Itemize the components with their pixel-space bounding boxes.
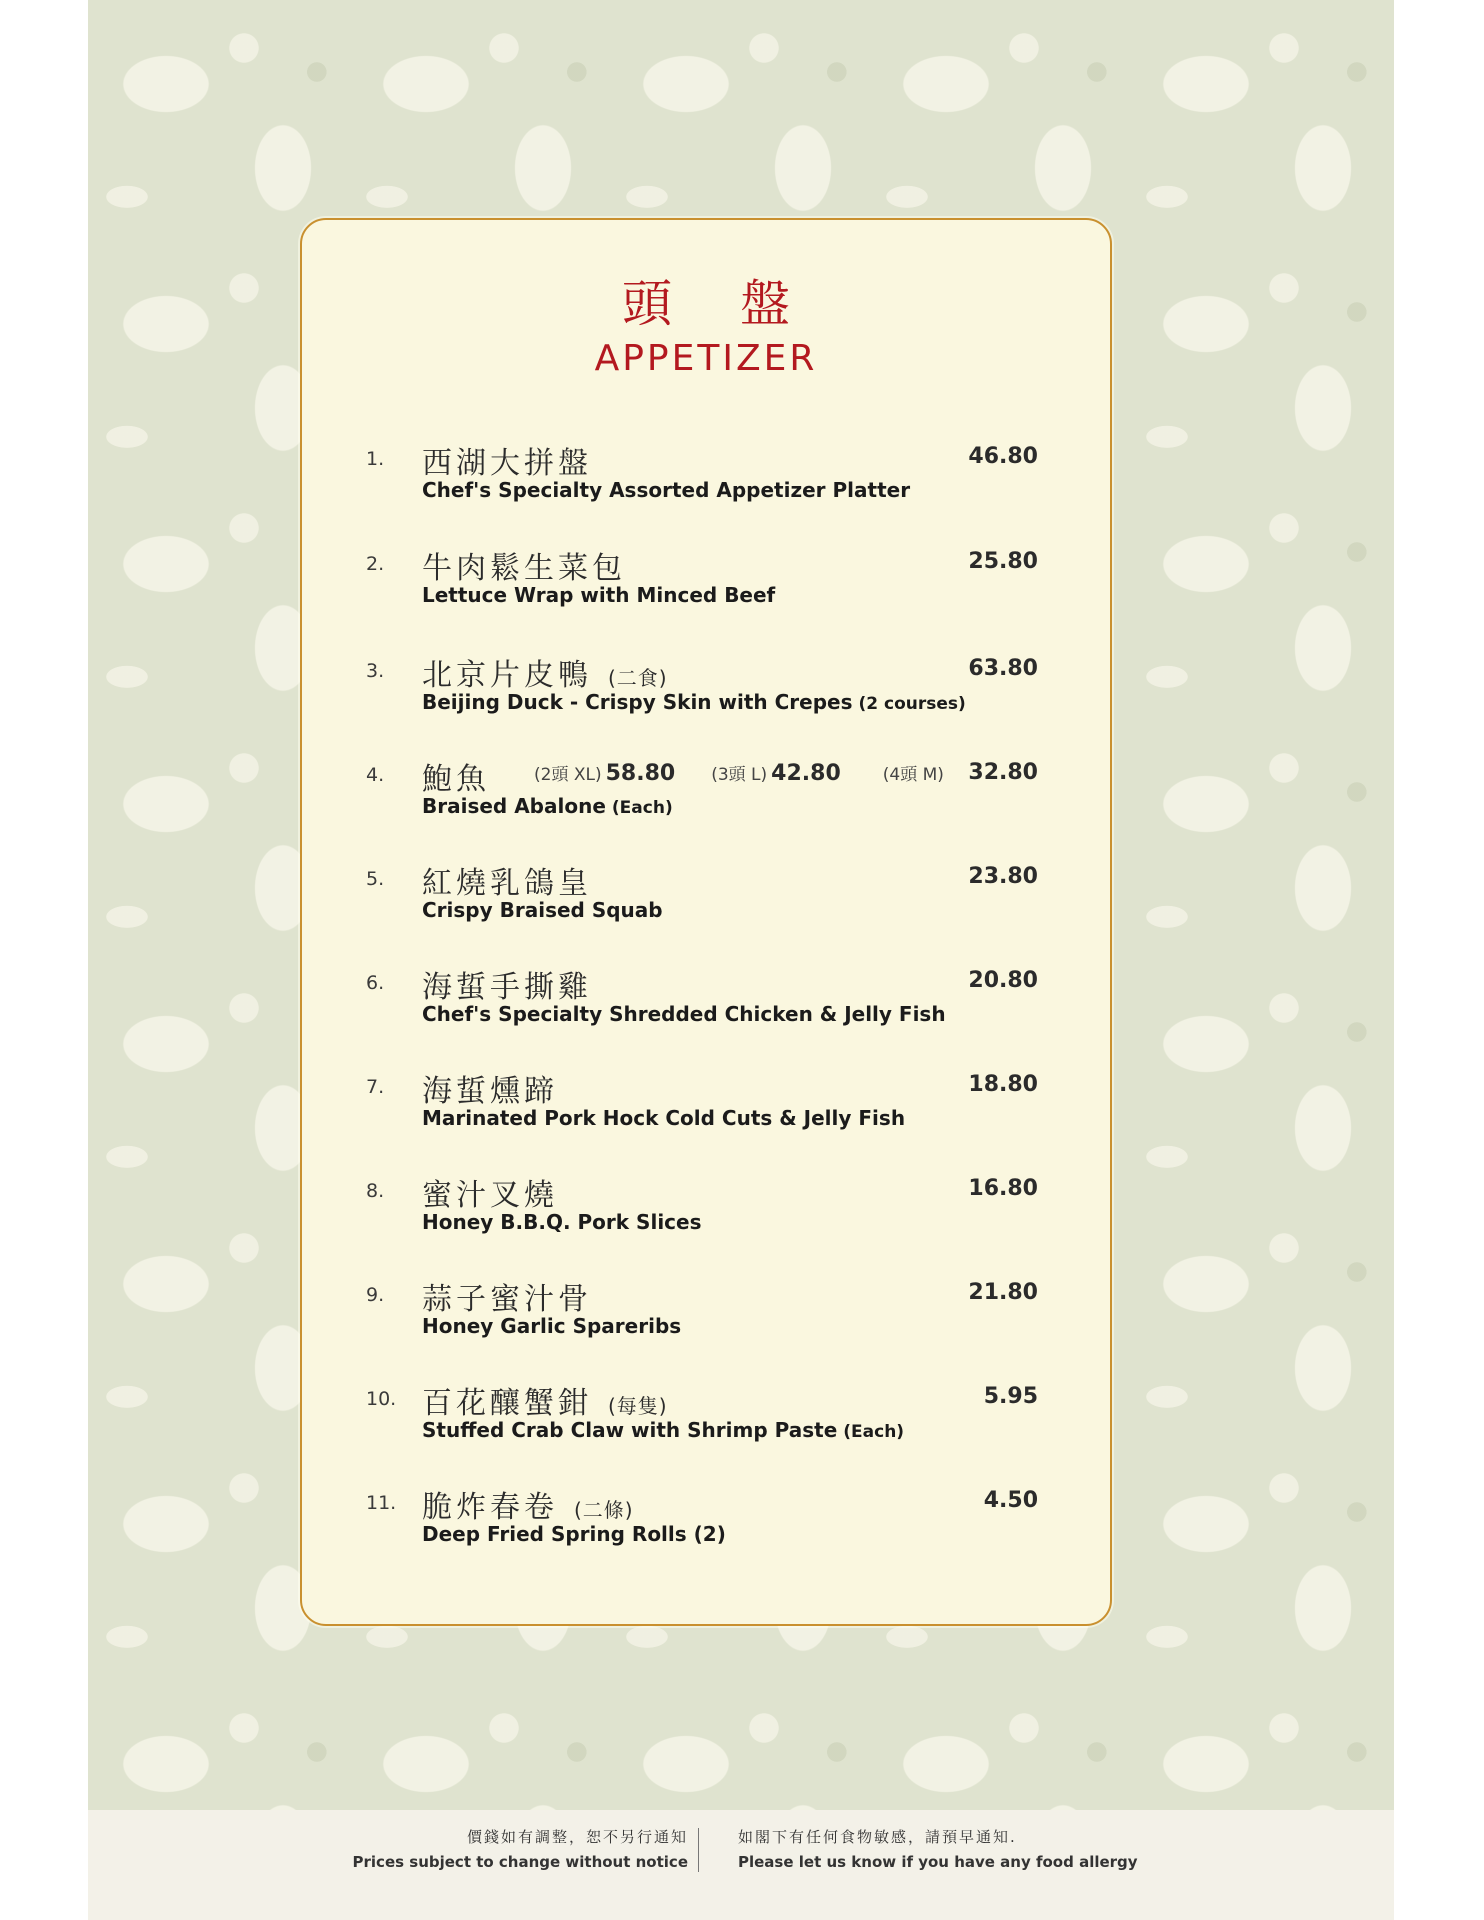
item-number: 8. bbox=[366, 1180, 385, 1202]
item-number: 3. bbox=[366, 660, 385, 682]
item-price: 46.80 bbox=[968, 444, 1038, 469]
size-option-xl: (2頭 XL) 58.80 bbox=[534, 761, 676, 786]
menu-panel bbox=[300, 218, 1112, 1626]
item-name-cn: 蒜子蜜汁骨 bbox=[422, 1282, 592, 1317]
item-price: 32.80 bbox=[968, 760, 1038, 785]
item-price: 21.80 bbox=[968, 1280, 1038, 1305]
item-note-cn: (每隻) bbox=[608, 1394, 668, 1418]
menu-item-4 bbox=[302, 754, 1110, 834]
size-options bbox=[534, 760, 948, 786]
item-price: 63.80 bbox=[968, 656, 1038, 681]
item-number: 5. bbox=[366, 868, 385, 890]
item-name-en: Braised Abalone (Each) bbox=[422, 794, 673, 818]
item-name-cn: 西湖大拼盤 bbox=[422, 446, 592, 481]
item-note-cn: (二食) bbox=[608, 666, 668, 690]
item-note-en: (Each) bbox=[611, 798, 673, 818]
size-option-m: (4頭 M) bbox=[882, 765, 944, 785]
item-name-cn: 海蜇手撕雞 bbox=[422, 970, 592, 1005]
item-number: 1. bbox=[366, 448, 385, 470]
item-name-cn: 牛肉鬆生菜包 bbox=[422, 551, 626, 586]
item-price: 16.80 bbox=[968, 1176, 1038, 1201]
menu-item-2 bbox=[302, 543, 1110, 623]
menu-item-8 bbox=[302, 1170, 1110, 1250]
item-name-en: Honey Garlic Spareribs bbox=[422, 1314, 682, 1338]
item-name-en: Stuffed Crab Claw with Shrimp Paste (Each) bbox=[422, 1418, 905, 1442]
footer-notice bbox=[300, 1826, 1160, 1882]
menu-item-9 bbox=[302, 1274, 1110, 1354]
menu-item-10 bbox=[302, 1378, 1110, 1458]
item-name-en: Honey B.B.Q. Pork Slices bbox=[422, 1210, 702, 1234]
item-number: 9. bbox=[366, 1284, 385, 1306]
item-number: 11. bbox=[366, 1492, 397, 1514]
title-english: APPETIZER bbox=[594, 338, 818, 379]
item-note-en: (Each) bbox=[843, 1422, 905, 1442]
menu-item-6 bbox=[302, 962, 1110, 1042]
item-number: 4. bbox=[366, 764, 385, 786]
item-price: 5.95 bbox=[983, 1384, 1038, 1409]
item-name-en: Crispy Braised Squab bbox=[422, 898, 663, 922]
item-number: 10. bbox=[366, 1388, 397, 1410]
item-price: 20.80 bbox=[968, 968, 1038, 993]
item-price: 25.80 bbox=[968, 549, 1038, 574]
item-name-en: Deep Fried Spring Rolls (2) bbox=[422, 1522, 726, 1546]
item-number: 7. bbox=[366, 1076, 385, 1098]
menu-item-3 bbox=[302, 650, 1110, 730]
menu-item-1 bbox=[302, 438, 1110, 518]
price-notice-cn: 價錢如有調整，恕不另行通知 bbox=[466, 1828, 688, 1846]
item-name-en: Chef's Specialty Shredded Chicken & Jelly Fish bbox=[422, 1002, 946, 1026]
item-price: 23.80 bbox=[968, 864, 1038, 889]
item-number: 2. bbox=[366, 553, 385, 575]
footer-divider bbox=[698, 1828, 699, 1872]
menu-item-7 bbox=[302, 1066, 1110, 1146]
price-notice-en: Prices subject to change without notice bbox=[352, 1853, 688, 1871]
item-name-cn: 百花釀蟹鉗 (每隻) bbox=[422, 1386, 668, 1421]
item-name-en: Lettuce Wrap with Minced Beef bbox=[422, 583, 776, 607]
item-note-cn: (二條) bbox=[574, 1498, 634, 1522]
menu-item-5 bbox=[302, 858, 1110, 938]
item-name-cn: 蜜汁叉燒 bbox=[422, 1178, 558, 1213]
menu-item-11 bbox=[302, 1482, 1110, 1562]
item-name-cn: 海蜇燻蹄 bbox=[422, 1074, 558, 1109]
item-name-cn: 鮑魚 bbox=[422, 762, 490, 797]
item-name-cn: 紅燒乳鴿皇 bbox=[422, 866, 592, 901]
item-name-cn: 北京片皮鴨 (二食) bbox=[422, 658, 668, 693]
item-name-cn: 脆炸春卷 (二條) bbox=[422, 1490, 634, 1525]
price-notice bbox=[353, 1826, 688, 1871]
item-note-en: (2 courses) bbox=[858, 694, 966, 714]
title-chinese: 頭 盤 bbox=[622, 275, 816, 333]
allergy-notice-en: Please let us know if you have any food allergy bbox=[738, 1853, 1138, 1871]
item-name-en: Marinated Pork Hock Cold Cuts & Jelly Fish bbox=[422, 1106, 906, 1130]
item-price: 4.50 bbox=[983, 1488, 1038, 1513]
allergy-notice bbox=[738, 1826, 1138, 1871]
item-price: 18.80 bbox=[968, 1072, 1038, 1097]
item-name-en: Beijing Duck - Crispy Skin with Crepes (2 courses) bbox=[422, 690, 966, 714]
allergy-notice-cn: 如閣下有任何食物敏感，請預早通知. bbox=[738, 1828, 1017, 1846]
item-name-en: Chef's Specialty Assorted Appetizer Platter bbox=[422, 478, 911, 502]
size-option-l: (3頭 L) 42.80 bbox=[711, 761, 841, 786]
item-number: 6. bbox=[366, 972, 385, 994]
